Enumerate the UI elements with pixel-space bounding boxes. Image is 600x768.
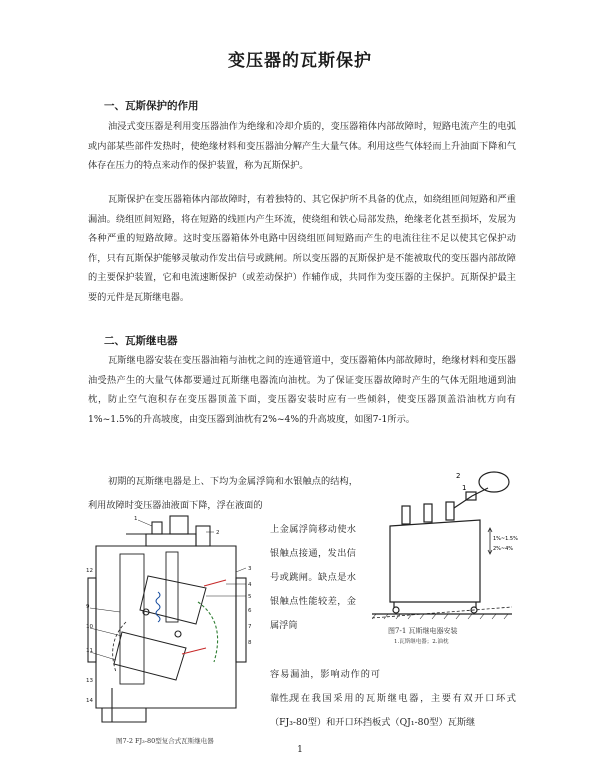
section-2-paragraph-2-start: 初期的瓦斯继电器是上、下均为金属浮筒和水银触点的结构，利用故障时变压器油液面下降，浮在液面的 bbox=[88, 476, 358, 511]
section-1-heading: 一、瓦斯保护的作用 bbox=[104, 100, 199, 112]
page-number: 1 bbox=[297, 745, 303, 755]
figure-7-2-label-14: 14 bbox=[86, 698, 93, 704]
figure-7-2-label-5: 5 bbox=[248, 594, 252, 600]
figure-7-2-label-11: 11 bbox=[86, 648, 93, 654]
figure-7-2-label-2: 2 bbox=[216, 530, 220, 536]
upper-float bbox=[140, 576, 206, 624]
figure-7-1-label-1: 1 bbox=[462, 484, 467, 492]
spring bbox=[156, 592, 160, 622]
figure-7-1-slope-2: 2%~4% bbox=[493, 546, 514, 552]
figure-7-1-caption-sub: 1.瓦斯继电器；2.油枕 bbox=[394, 639, 449, 645]
figure-7-2-label-6: 6 bbox=[248, 608, 252, 614]
figure-7-2-label-8: 8 bbox=[248, 640, 252, 646]
figure-7-1-installation-diagram bbox=[372, 462, 522, 622]
figure-7-1-label-2: 2 bbox=[456, 472, 461, 480]
figure-7-2-relay-diagram bbox=[86, 512, 266, 732]
figure-7-2-label-13: 13 bbox=[86, 678, 93, 684]
transformer-tank bbox=[390, 520, 480, 602]
section-1-paragraph-2: 瓦斯保护在变压器箱体内部故障时，有着独特的、其它保护所不具备的优点，如绕组匝间短路和严重漏油。绕组匝间短路，将在短路的线匝内产生环流，使绕组和铁心局部发热，绝缘老化甚至损坏，发展为各种严重的短路故障。这时变压器箱体外电路中因绕组匝间短路而产生的电流往往不足以使其它保护动作，只有瓦斯保护能够灵敏动作发出信号或跳闸。所以变压器的瓦斯保护是不能被取代的变压器内部故障的主要保护装置，它和电流速断保护（或差动保护）作辅作成，共同作为变压器的主保护。瓦斯保护最主要的元件是瓦斯继电器。 bbox=[88, 194, 516, 303]
section-2-paragraph-1: 瓦斯继电器安装在变压器油箱与油枕之间的连通管道中，变压器箱体内部故障时，绝缘材料和变压器油受热产生的大量气体都要通过瓦斯继电器流向油枕。为了保证变压器故障时产生的气体无阻地通到油枕，防止空气泡积存在变压器顶盖下面，变压器安装时应有一些倾斜，使变压器顶盖沿油枕方向有1%~1.5%的升高坡度，由变压器到油枕有2%~4%的升高坡度，如图7-1所示。 bbox=[88, 355, 516, 425]
figure-7-2-label-1: 1 bbox=[134, 516, 138, 522]
figure-7-2-caption: 图7-2 FJ₃-80型复合式瓦斯继电器 bbox=[116, 737, 214, 745]
figure-7-2-label-4: 4 bbox=[248, 582, 252, 588]
figure-7-2-label-3: 3 bbox=[248, 566, 252, 572]
figure-7-2-label-7: 7 bbox=[248, 624, 252, 630]
lower-float bbox=[114, 632, 186, 680]
section-2-paragraph-3: 现在我国采用的瓦斯继电器，主要有双开口环式（FJ₃-80型）和开口环挡板式（QJ₁-80型）瓦斯继 bbox=[270, 693, 516, 728]
section-2-paragraph-2-narrow: 上金属浮筒移动使水银触点接通，发出信号或跳闸。缺点是水银触点性能较差，金属浮筒 bbox=[270, 524, 356, 631]
section-2-paragraph-2-end: 容易漏油，影响动作的可靠性。 bbox=[270, 669, 380, 704]
figure-7-2-label-12: 12 bbox=[86, 568, 93, 574]
figure-7-1-slope-1: 1%~1.5% bbox=[493, 536, 518, 542]
figure-7-1-caption: 图7-1 瓦斯继电器安装 bbox=[388, 627, 458, 635]
page-title: 变压器的瓦斯保护 bbox=[228, 51, 372, 71]
figure-7-2-label-9: 9 bbox=[86, 604, 90, 610]
figure-7-2-label-10: 10 bbox=[86, 624, 93, 630]
conservator-tank bbox=[479, 472, 509, 492]
section-1-paragraph-1: 油浸式变压器是利用变压器油作为绝缘和冷却介质的，变压器箱体内部故障时，短路电流产生的电弧或内部某些部件发热时，使绝缘材料和变压器油分解产生大量气体。利用这些气体轻而上升油面下降和气体存在压力的特点来动作的保护装置，称为瓦斯保护。 bbox=[88, 121, 516, 172]
section-2-heading: 二、瓦斯继电器 bbox=[104, 335, 178, 347]
